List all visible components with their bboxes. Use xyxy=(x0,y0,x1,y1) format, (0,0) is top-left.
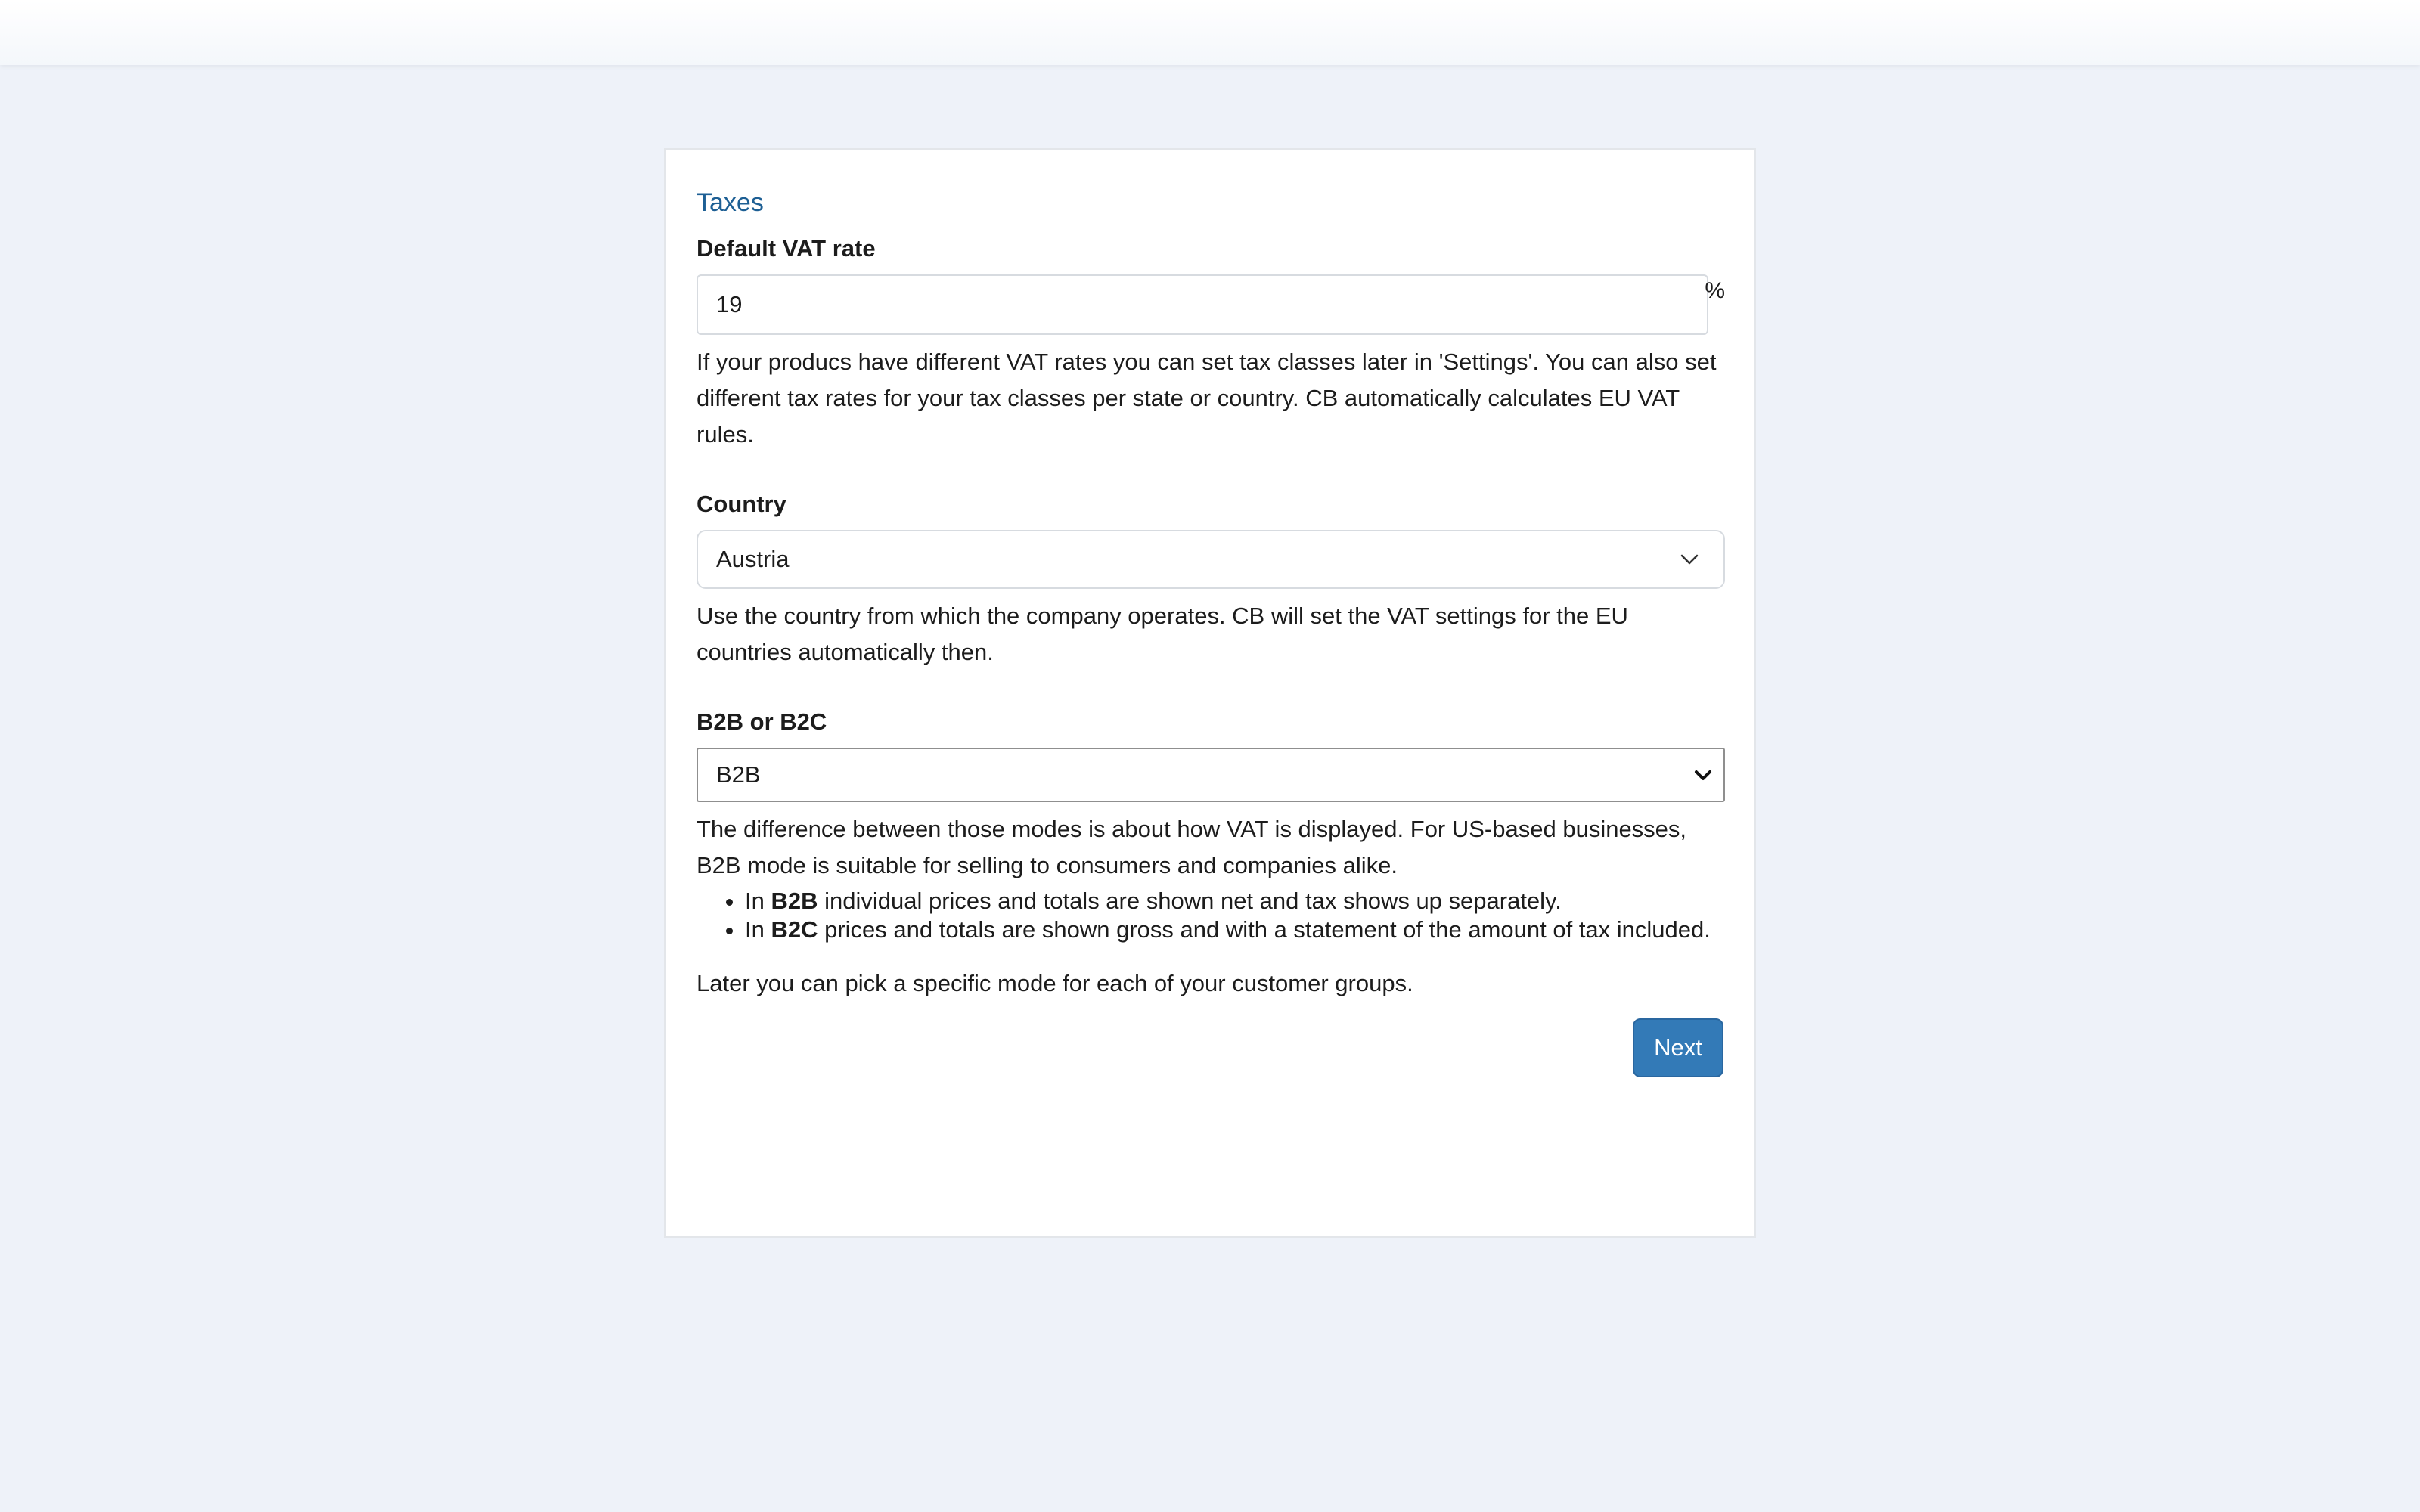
list-item: • In B2C prices and totals are shown gross and with a statement of the amount of tax included. xyxy=(745,916,1723,944)
chevron-down-icon xyxy=(1678,548,1701,571)
mode-help: The difference between those modes is about how VAT is displayed. For US-based businesses, B2B mode is suitable for selling to consumers and companies alike. xyxy=(697,816,1687,878)
setup-card xyxy=(664,148,1756,1238)
section-title: Taxes xyxy=(697,188,764,217)
country-select[interactable] xyxy=(697,530,1725,589)
top-bar xyxy=(0,0,2420,65)
mode-select[interactable] xyxy=(697,748,1725,802)
mode-selected-value: B2B xyxy=(716,761,761,788)
vat-rate-help: If your producs have different VAT rates you can set tax classes later in 'Settings'. You can also set different tax rates for your tax classes per state or country. CB automatically calculates EU VAT rules. xyxy=(697,349,1717,448)
vat-percent-suffix: % xyxy=(1705,278,1725,303)
vat-rate-input[interactable] xyxy=(697,274,1708,335)
later-note: Later you can pick a specific mode for each of your customer groups. xyxy=(697,970,1413,996)
list-item: • In B2B individual prices and totals are shown net and tax shows up separately. xyxy=(745,887,1723,916)
country-selected-value: Austria xyxy=(716,546,790,572)
country-help: Use the country from which the company operates. CB will set the VAT settings for the EU countries automatically then. xyxy=(697,603,1628,665)
chevron-down-icon xyxy=(1693,766,1713,785)
mode-explanation-list xyxy=(697,887,1723,944)
vat-rate-row xyxy=(697,274,1725,335)
vat-rate-label: Default VAT rate xyxy=(697,235,876,262)
next-button[interactable]: Next xyxy=(1633,1018,1723,1077)
country-label: Country xyxy=(697,491,786,517)
mode-label: B2B or B2C xyxy=(697,708,827,735)
